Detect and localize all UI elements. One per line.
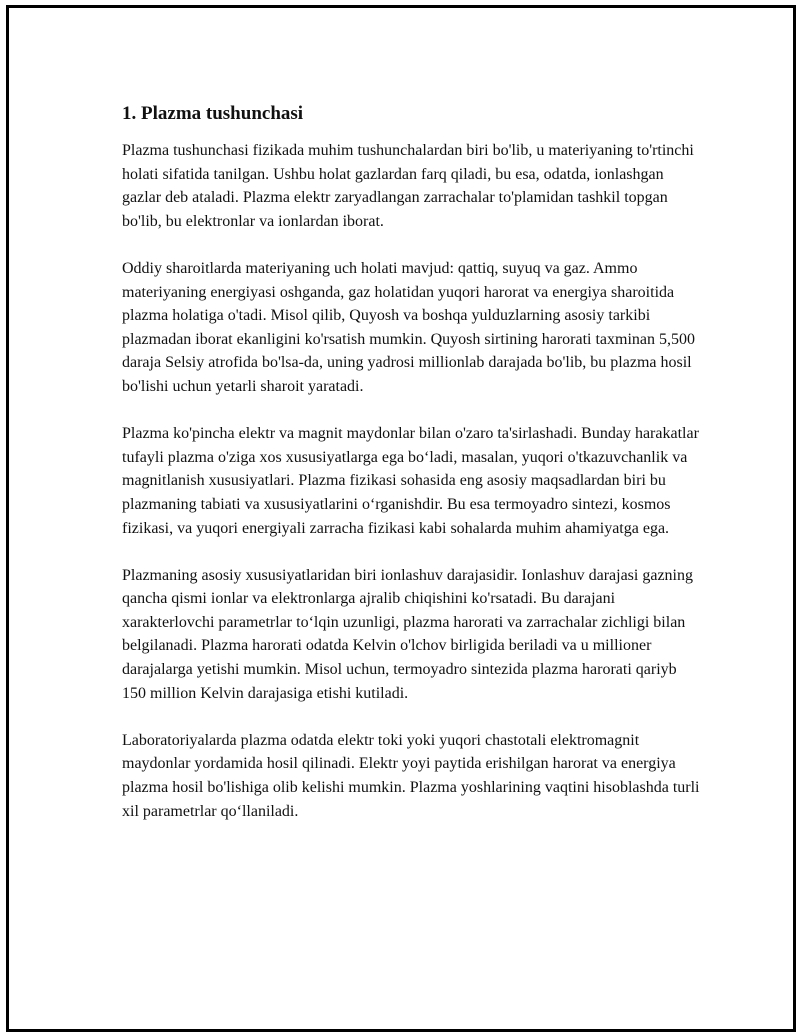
page-frame bbox=[6, 5, 796, 1032]
paragraph-2: Oddiy sharoitlarda materiyaning uch holati mavjud: qattiq, suyuq va gaz. Ammo materiyaning energiyasi oshganda, gaz holatidan yuqori harorat va energiya sharoitida plazma holatiga o'tadi. Misol qilib, Quyosh va boshqa yulduzlarning asosiy tarkibi plazmadan iborat ekanligini ko'rsatish mumkin. Quyosh sirtining harorati taxminan 5,500 daraja Selsiy atrofida bo'lsa-da, uning yadrosi millionlab darajada bo'lib, bu plazma hosil bo'lishi uchun yetarli sharoit yaratadi. bbox=[122, 259, 695, 395]
paragraph-1: Plazma tushunchasi fizikada muhim tushunchalardan biri bo'lib, u materiyaning to'rtinchi holati sifatida tanilgan. Ushbu holat gazlardan farq qiladi, bu esa, odatda, ionlashgan gazlar deb ataladi. Plazma elektr zaryadlangan zarrachalar to'plamidan tashkil topgan bo'lib, bu elektronlar va ionlardan iborat. bbox=[122, 142, 694, 230]
paragraph-4: Plazmaning asosiy xususiyatlaridan biri ionlashuv darajasidir. Ionlashuv darajasi gazning qancha qismi ionlar va elektronlarga ajralib chiqishini ko'rsatadi. Bu darajani xarakterlovchi parametrlar to‘lqin uzunligi, plazma harorati va zarrachalar zichligi bilan belgilanadi. Plazma harorati odatda Kelvin o'lchov birligida beriladi va u millioner darajalarga yetishi mumkin. Misol uchun, termoyadro sintezida plazma harorati qariyb 150 million Kelvin darajasiga etishi kutiladi. bbox=[122, 566, 693, 702]
section-heading: 1. Plazma tushunchasi bbox=[122, 103, 304, 124]
document-body bbox=[122, 101, 702, 847]
paragraph-5: Laboratoriyalarda plazma odatda elektr toki yoki yuqori chastotali elektromagnit maydonlar yordamida hosil qilinadi. Elektr yoyi paytida erishilgan harorat va energiya plazma hosil bo'lishiga olib kelishi mumkin. Plazma yoshlarining vaqtini hisoblashda turli xil parametrlar qo‘llaniladi. bbox=[122, 731, 700, 820]
paragraph-3: Plazma ko'pincha elektr va magnit maydonlar bilan o'zaro ta'sirlashadi. Bunday harakatlar tufayli plazma o'ziga xos xususiyatlarga ega bo‘ladi, masalan, yuqori o'tkazuvchanlik va magnitlanish xususiyatlari. Plazma fizikasi sohasida eng asosiy maqsadlardan biri bu plazmaning tabiati va xususiyatlarini o‘rganishdir. Bu esa termoyadro sintezi, kosmos fizikasi, va yuqori energiyali zarracha fizikasi kabi sohalarda muhim ahamiyatga ega. bbox=[122, 425, 699, 537]
